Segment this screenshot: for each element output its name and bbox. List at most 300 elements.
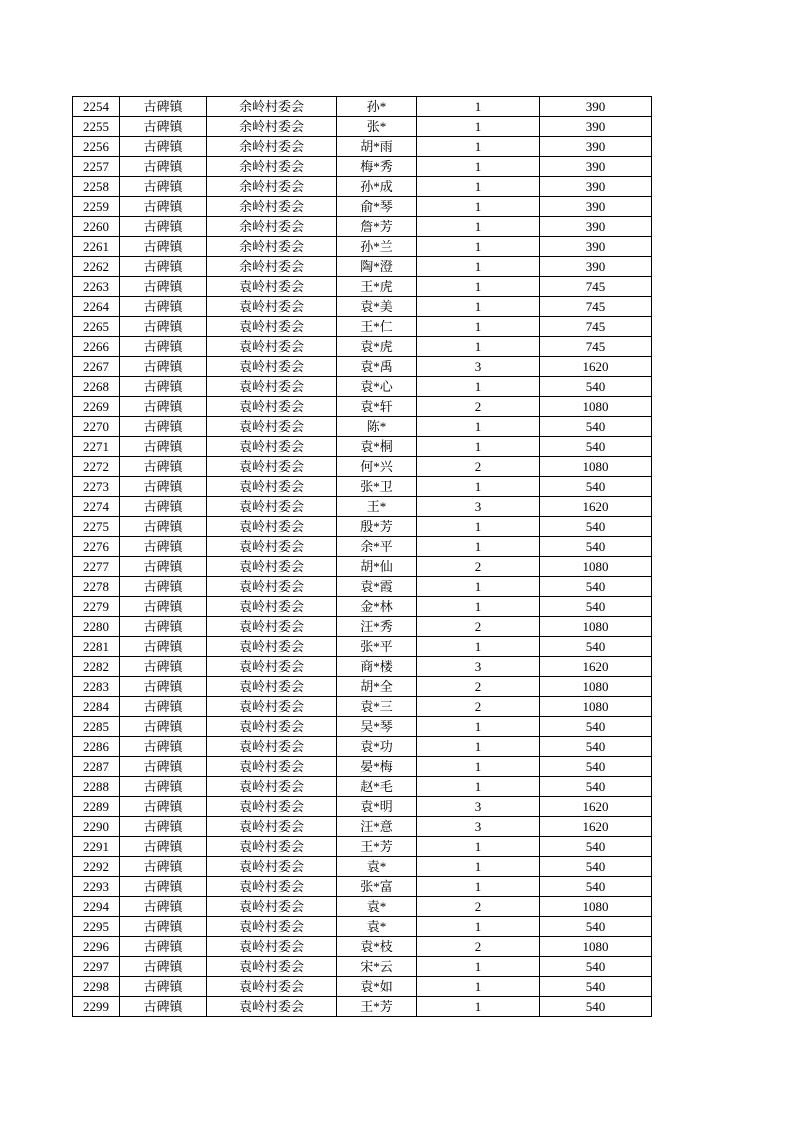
row-id-cell: 2291	[73, 837, 120, 857]
table-row	[73, 257, 652, 277]
row-town-cell: 古碑镇	[120, 877, 207, 897]
row-village-cell: 袁岭村委会	[207, 917, 337, 937]
row-amount-cell: 540	[540, 857, 652, 877]
row-amount-cell: 390	[540, 257, 652, 277]
row-count-cell: 1	[417, 517, 540, 537]
row-id-cell: 2284	[73, 697, 120, 717]
row-id-cell: 2264	[73, 297, 120, 317]
row-town-cell: 古碑镇	[120, 157, 207, 177]
row-town-cell: 古碑镇	[120, 497, 207, 517]
row-village-cell: 袁岭村委会	[207, 577, 337, 597]
row-town-cell: 古碑镇	[120, 537, 207, 557]
row-count-cell: 1	[417, 957, 540, 977]
row-town-cell: 古碑镇	[120, 397, 207, 417]
row-count-cell: 3	[417, 797, 540, 817]
row-name-cell: 汪*秀	[337, 617, 417, 637]
row-id-cell: 2268	[73, 377, 120, 397]
row-id-cell: 2265	[73, 317, 120, 337]
table-row	[73, 697, 652, 717]
row-amount-cell: 540	[540, 377, 652, 397]
row-amount-cell: 540	[540, 917, 652, 937]
row-name-cell: 袁*虎	[337, 337, 417, 357]
table-row	[73, 617, 652, 637]
row-count-cell: 3	[417, 657, 540, 677]
row-amount-cell: 745	[540, 297, 652, 317]
row-amount-cell: 540	[540, 637, 652, 657]
table-row	[73, 557, 652, 577]
row-count-cell: 3	[417, 817, 540, 837]
row-count-cell: 2	[417, 937, 540, 957]
table-row	[73, 757, 652, 777]
row-village-cell: 袁岭村委会	[207, 497, 337, 517]
row-id-cell: 2280	[73, 617, 120, 637]
row-village-cell: 袁岭村委会	[207, 297, 337, 317]
row-town-cell: 古碑镇	[120, 277, 207, 297]
row-count-cell: 1	[417, 977, 540, 997]
row-village-cell: 袁岭村委会	[207, 397, 337, 417]
row-name-cell: 王*芳	[337, 997, 417, 1017]
row-name-cell: 王*	[337, 497, 417, 517]
row-count-cell: 1	[417, 597, 540, 617]
row-count-cell: 2	[417, 397, 540, 417]
row-town-cell: 古碑镇	[120, 777, 207, 797]
row-count-cell: 1	[417, 237, 540, 257]
row-id-cell: 2256	[73, 137, 120, 157]
row-count-cell: 1	[417, 177, 540, 197]
row-name-cell: 张*	[337, 117, 417, 137]
row-name-cell: 袁*桐	[337, 437, 417, 457]
row-count-cell: 3	[417, 357, 540, 377]
table-row	[73, 857, 652, 877]
row-village-cell: 袁岭村委会	[207, 517, 337, 537]
row-count-cell: 1	[417, 257, 540, 277]
row-name-cell: 袁*轩	[337, 397, 417, 417]
row-id-cell: 2290	[73, 817, 120, 837]
row-id-cell: 2258	[73, 177, 120, 197]
row-village-cell: 袁岭村委会	[207, 697, 337, 717]
row-name-cell: 殷*芳	[337, 517, 417, 537]
row-amount-cell: 1620	[540, 657, 652, 677]
table-row	[73, 897, 652, 917]
row-id-cell: 2262	[73, 257, 120, 277]
row-id-cell: 2298	[73, 977, 120, 997]
row-town-cell: 古碑镇	[120, 717, 207, 737]
row-count-cell: 1	[417, 717, 540, 737]
row-amount-cell: 540	[540, 777, 652, 797]
row-village-cell: 袁岭村委会	[207, 937, 337, 957]
row-id-cell: 2294	[73, 897, 120, 917]
row-town-cell: 古碑镇	[120, 457, 207, 477]
table-row	[73, 457, 652, 477]
row-name-cell: 张*平	[337, 637, 417, 657]
row-town-cell: 古碑镇	[120, 577, 207, 597]
row-amount-cell: 745	[540, 277, 652, 297]
row-name-cell: 赵*毛	[337, 777, 417, 797]
row-id-cell: 2270	[73, 417, 120, 437]
row-village-cell: 袁岭村委会	[207, 997, 337, 1017]
row-town-cell: 古碑镇	[120, 697, 207, 717]
table-row	[73, 837, 652, 857]
row-count-cell: 1	[417, 537, 540, 557]
row-id-cell: 2269	[73, 397, 120, 417]
row-name-cell: 袁*三	[337, 697, 417, 717]
row-count-cell: 1	[417, 837, 540, 857]
row-id-cell: 2278	[73, 577, 120, 597]
table-row	[73, 957, 652, 977]
row-village-cell: 袁岭村委会	[207, 817, 337, 837]
row-id-cell: 2295	[73, 917, 120, 937]
row-name-cell: 吴*琴	[337, 717, 417, 737]
row-village-cell: 余岭村委会	[207, 237, 337, 257]
table-row	[73, 597, 652, 617]
table-row	[73, 357, 652, 377]
row-name-cell: 袁*明	[337, 797, 417, 817]
row-name-cell: 晏*梅	[337, 757, 417, 777]
row-count-cell: 1	[417, 857, 540, 877]
row-name-cell: 梅*秀	[337, 157, 417, 177]
row-village-cell: 袁岭村委会	[207, 657, 337, 677]
row-name-cell: 陶*澄	[337, 257, 417, 277]
table-row	[73, 397, 652, 417]
row-town-cell: 古碑镇	[120, 97, 207, 117]
row-name-cell: 袁*心	[337, 377, 417, 397]
row-amount-cell: 390	[540, 157, 652, 177]
row-id-cell: 2299	[73, 997, 120, 1017]
row-count-cell: 3	[417, 497, 540, 517]
row-count-cell: 1	[417, 877, 540, 897]
row-name-cell: 何*兴	[337, 457, 417, 477]
row-id-cell: 2292	[73, 857, 120, 877]
row-town-cell: 古碑镇	[120, 657, 207, 677]
row-count-cell: 1	[417, 737, 540, 757]
row-amount-cell: 1080	[540, 397, 652, 417]
row-village-cell: 袁岭村委会	[207, 417, 337, 437]
row-name-cell: 胡*仙	[337, 557, 417, 577]
row-town-cell: 古碑镇	[120, 857, 207, 877]
table-row	[73, 937, 652, 957]
row-village-cell: 余岭村委会	[207, 177, 337, 197]
table-row	[73, 537, 652, 557]
table-row	[73, 417, 652, 437]
row-name-cell: 余*平	[337, 537, 417, 557]
row-count-cell: 2	[417, 617, 540, 637]
row-village-cell: 袁岭村委会	[207, 957, 337, 977]
row-village-cell: 袁岭村委会	[207, 317, 337, 337]
row-amount-cell: 390	[540, 117, 652, 137]
row-id-cell: 2288	[73, 777, 120, 797]
row-name-cell: 袁*枝	[337, 937, 417, 957]
row-count-cell: 1	[417, 117, 540, 137]
row-town-cell: 古碑镇	[120, 837, 207, 857]
row-count-cell: 1	[417, 217, 540, 237]
table-row	[73, 797, 652, 817]
row-village-cell: 余岭村委会	[207, 137, 337, 157]
row-id-cell: 2273	[73, 477, 120, 497]
row-name-cell: 詹*芳	[337, 217, 417, 237]
row-amount-cell: 1620	[540, 357, 652, 377]
row-amount-cell: 540	[540, 437, 652, 457]
row-count-cell: 1	[417, 757, 540, 777]
row-id-cell: 2259	[73, 197, 120, 217]
row-amount-cell: 540	[540, 537, 652, 557]
row-id-cell: 2277	[73, 557, 120, 577]
row-village-cell: 余岭村委会	[207, 257, 337, 277]
row-village-cell: 袁岭村委会	[207, 877, 337, 897]
row-count-cell: 1	[417, 417, 540, 437]
row-amount-cell: 540	[540, 957, 652, 977]
row-count-cell: 2	[417, 897, 540, 917]
row-id-cell: 2286	[73, 737, 120, 757]
row-name-cell: 王*虎	[337, 277, 417, 297]
row-village-cell: 袁岭村委会	[207, 857, 337, 877]
row-id-cell: 2282	[73, 657, 120, 677]
table-row	[73, 157, 652, 177]
row-name-cell: 张*卫	[337, 477, 417, 497]
row-amount-cell: 1620	[540, 817, 652, 837]
row-id-cell: 2274	[73, 497, 120, 517]
row-id-cell: 2283	[73, 677, 120, 697]
row-name-cell: 王*芳	[337, 837, 417, 857]
row-village-cell: 袁岭村委会	[207, 677, 337, 697]
row-village-cell: 袁岭村委会	[207, 337, 337, 357]
row-name-cell: 袁*	[337, 917, 417, 937]
row-town-cell: 古碑镇	[120, 317, 207, 337]
row-town-cell: 古碑镇	[120, 237, 207, 257]
row-amount-cell: 390	[540, 197, 652, 217]
row-village-cell: 余岭村委会	[207, 117, 337, 137]
row-village-cell: 袁岭村委会	[207, 457, 337, 477]
row-id-cell: 2285	[73, 717, 120, 737]
row-amount-cell: 1080	[540, 677, 652, 697]
row-count-cell: 1	[417, 637, 540, 657]
table-row	[73, 117, 652, 137]
table-row	[73, 137, 652, 157]
row-town-cell: 古碑镇	[120, 477, 207, 497]
row-village-cell: 袁岭村委会	[207, 477, 337, 497]
row-town-cell: 古碑镇	[120, 137, 207, 157]
row-town-cell: 古碑镇	[120, 997, 207, 1017]
table-row	[73, 577, 652, 597]
row-amount-cell: 390	[540, 97, 652, 117]
row-id-cell: 2261	[73, 237, 120, 257]
table-row	[73, 917, 652, 937]
row-town-cell: 古碑镇	[120, 257, 207, 277]
row-count-cell: 1	[417, 337, 540, 357]
row-village-cell: 袁岭村委会	[207, 757, 337, 777]
row-amount-cell: 745	[540, 337, 652, 357]
table-row	[73, 177, 652, 197]
row-name-cell: 宋*云	[337, 957, 417, 977]
row-amount-cell: 1080	[540, 697, 652, 717]
row-amount-cell: 540	[540, 477, 652, 497]
row-count-cell: 1	[417, 997, 540, 1017]
row-amount-cell: 1620	[540, 797, 652, 817]
row-amount-cell: 390	[540, 177, 652, 197]
table-row	[73, 477, 652, 497]
row-amount-cell: 540	[540, 837, 652, 857]
table-row	[73, 877, 652, 897]
row-village-cell: 袁岭村委会	[207, 277, 337, 297]
row-town-cell: 古碑镇	[120, 977, 207, 997]
row-village-cell: 袁岭村委会	[207, 797, 337, 817]
row-name-cell: 袁*功	[337, 737, 417, 757]
row-town-cell: 古碑镇	[120, 757, 207, 777]
row-town-cell: 古碑镇	[120, 197, 207, 217]
row-id-cell: 2267	[73, 357, 120, 377]
row-name-cell: 袁*禹	[337, 357, 417, 377]
row-id-cell: 2293	[73, 877, 120, 897]
row-town-cell: 古碑镇	[120, 217, 207, 237]
row-town-cell: 古碑镇	[120, 637, 207, 657]
row-count-cell: 2	[417, 677, 540, 697]
row-name-cell: 王*仁	[337, 317, 417, 337]
row-name-cell: 张*富	[337, 877, 417, 897]
row-town-cell: 古碑镇	[120, 377, 207, 397]
row-id-cell: 2276	[73, 537, 120, 557]
row-village-cell: 袁岭村委会	[207, 637, 337, 657]
row-town-cell: 古碑镇	[120, 437, 207, 457]
row-count-cell: 1	[417, 97, 540, 117]
row-count-cell: 2	[417, 557, 540, 577]
row-id-cell: 2257	[73, 157, 120, 177]
row-name-cell: 孙*	[337, 97, 417, 117]
table-row	[73, 997, 652, 1017]
row-village-cell: 余岭村委会	[207, 217, 337, 237]
row-id-cell: 2275	[73, 517, 120, 537]
table-row	[73, 337, 652, 357]
table-row	[73, 737, 652, 757]
table-row	[73, 977, 652, 997]
row-village-cell: 袁岭村委会	[207, 357, 337, 377]
row-town-cell: 古碑镇	[120, 737, 207, 757]
row-amount-cell: 540	[540, 517, 652, 537]
table-row	[73, 677, 652, 697]
row-town-cell: 古碑镇	[120, 617, 207, 637]
row-town-cell: 古碑镇	[120, 177, 207, 197]
row-village-cell: 袁岭村委会	[207, 437, 337, 457]
row-amount-cell: 540	[540, 717, 652, 737]
row-name-cell: 胡*全	[337, 677, 417, 697]
row-id-cell: 2260	[73, 217, 120, 237]
data-table	[72, 96, 652, 1017]
row-village-cell: 袁岭村委会	[207, 597, 337, 617]
row-count-cell: 2	[417, 457, 540, 477]
row-count-cell: 1	[417, 777, 540, 797]
row-name-cell: 胡*雨	[337, 137, 417, 157]
row-name-cell: 汪*意	[337, 817, 417, 837]
row-town-cell: 古碑镇	[120, 557, 207, 577]
table-row	[73, 197, 652, 217]
row-amount-cell: 540	[540, 997, 652, 1017]
row-town-cell: 古碑镇	[120, 937, 207, 957]
row-amount-cell: 540	[540, 877, 652, 897]
row-village-cell: 袁岭村委会	[207, 717, 337, 737]
row-amount-cell: 540	[540, 597, 652, 617]
row-village-cell: 袁岭村委会	[207, 837, 337, 857]
row-id-cell: 2287	[73, 757, 120, 777]
row-amount-cell: 1080	[540, 897, 652, 917]
row-id-cell: 2263	[73, 277, 120, 297]
row-amount-cell: 390	[540, 217, 652, 237]
table-row	[73, 817, 652, 837]
table-row	[73, 277, 652, 297]
table-row	[73, 97, 652, 117]
row-amount-cell: 390	[540, 137, 652, 157]
table-row	[73, 497, 652, 517]
row-name-cell: 陈*	[337, 417, 417, 437]
row-village-cell: 袁岭村委会	[207, 777, 337, 797]
table-row	[73, 637, 652, 657]
row-count-cell: 1	[417, 437, 540, 457]
row-count-cell: 1	[417, 317, 540, 337]
table-row	[73, 297, 652, 317]
row-count-cell: 1	[417, 377, 540, 397]
row-amount-cell: 745	[540, 317, 652, 337]
row-amount-cell: 540	[540, 757, 652, 777]
row-name-cell: 袁*霞	[337, 577, 417, 597]
row-count-cell: 1	[417, 197, 540, 217]
row-village-cell: 袁岭村委会	[207, 737, 337, 757]
row-id-cell: 2254	[73, 97, 120, 117]
table-row	[73, 777, 652, 797]
row-village-cell: 袁岭村委会	[207, 537, 337, 557]
table-row	[73, 437, 652, 457]
row-count-cell: 2	[417, 697, 540, 717]
row-amount-cell: 540	[540, 577, 652, 597]
table-body	[73, 97, 652, 1017]
row-village-cell: 余岭村委会	[207, 197, 337, 217]
row-amount-cell: 390	[540, 237, 652, 257]
row-amount-cell: 540	[540, 737, 652, 757]
row-count-cell: 1	[417, 917, 540, 937]
row-village-cell: 袁岭村委会	[207, 557, 337, 577]
row-town-cell: 古碑镇	[120, 517, 207, 537]
row-name-cell: 商*楼	[337, 657, 417, 677]
row-count-cell: 1	[417, 277, 540, 297]
table-row	[73, 237, 652, 257]
row-name-cell: 俞*琴	[337, 197, 417, 217]
row-village-cell: 袁岭村委会	[207, 377, 337, 397]
row-town-cell: 古碑镇	[120, 897, 207, 917]
row-name-cell: 金*林	[337, 597, 417, 617]
row-count-cell: 1	[417, 137, 540, 157]
row-town-cell: 古碑镇	[120, 677, 207, 697]
row-id-cell: 2271	[73, 437, 120, 457]
row-amount-cell: 540	[540, 417, 652, 437]
row-town-cell: 古碑镇	[120, 117, 207, 137]
row-name-cell: 袁*	[337, 897, 417, 917]
row-amount-cell: 540	[540, 977, 652, 997]
row-name-cell: 孙*兰	[337, 237, 417, 257]
row-town-cell: 古碑镇	[120, 797, 207, 817]
row-town-cell: 古碑镇	[120, 597, 207, 617]
row-name-cell: 孙*成	[337, 177, 417, 197]
row-id-cell: 2296	[73, 937, 120, 957]
row-amount-cell: 1080	[540, 557, 652, 577]
table-row	[73, 657, 652, 677]
row-village-cell: 余岭村委会	[207, 97, 337, 117]
row-name-cell: 袁*	[337, 857, 417, 877]
row-id-cell: 2255	[73, 117, 120, 137]
row-town-cell: 古碑镇	[120, 917, 207, 937]
row-id-cell: 2297	[73, 957, 120, 977]
row-town-cell: 古碑镇	[120, 417, 207, 437]
row-town-cell: 古碑镇	[120, 957, 207, 977]
row-town-cell: 古碑镇	[120, 337, 207, 357]
row-village-cell: 余岭村委会	[207, 157, 337, 177]
row-amount-cell: 1080	[540, 457, 652, 477]
row-count-cell: 1	[417, 477, 540, 497]
